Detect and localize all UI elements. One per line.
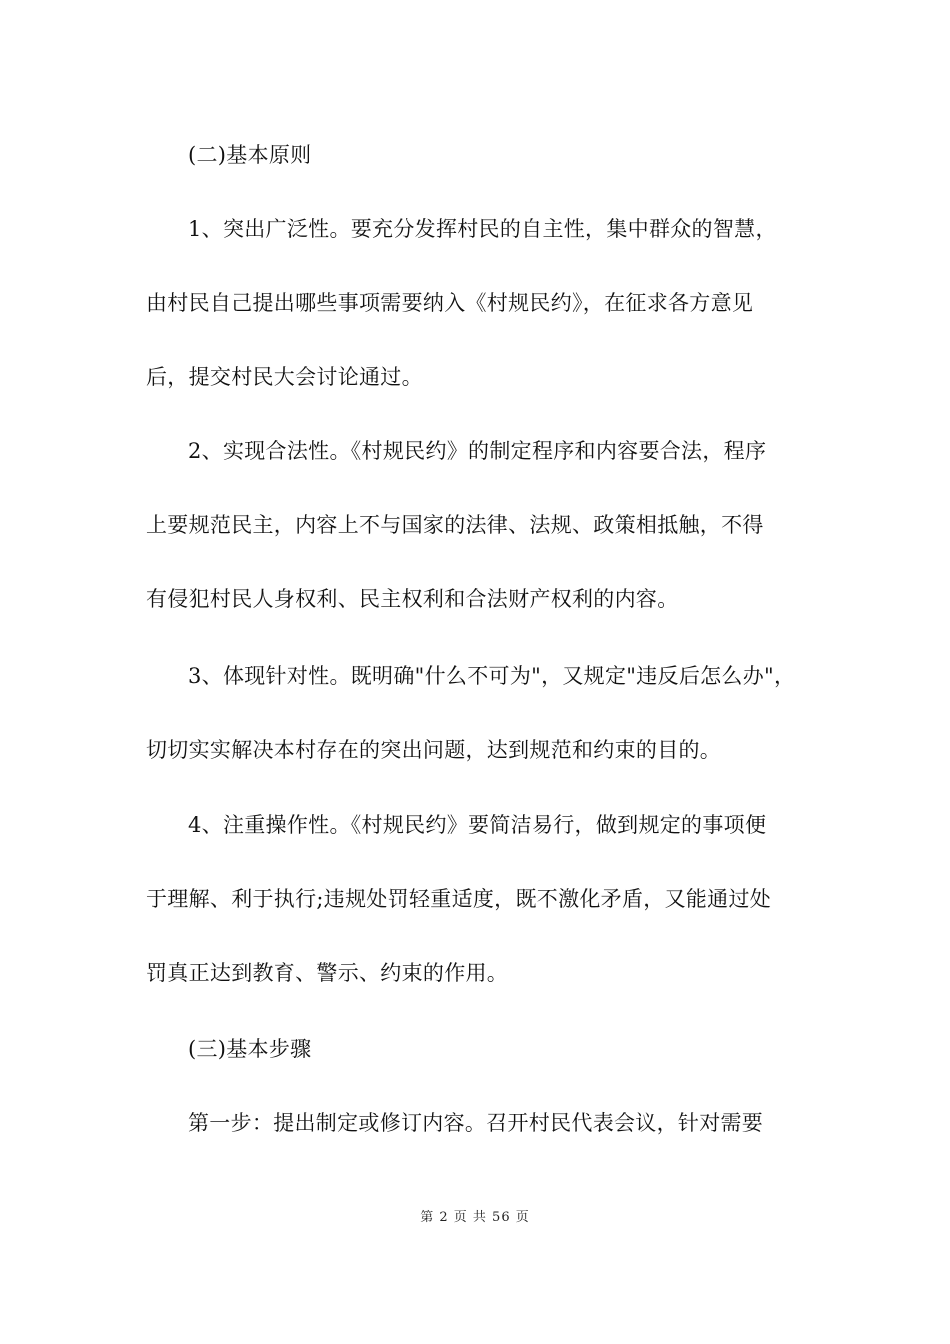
paragraph-line: 于理解、利于执行;违规处罚轻重适度，既不激化矛盾，又能通过处	[146, 887, 772, 911]
section-heading-basic-steps: (三)基本步骤	[188, 1037, 312, 1061]
paragraph-line: 上要规范民主，内容上不与国家的法律、法规、政策相抵触，不得	[146, 513, 764, 537]
paragraph-line: 第一步：提出制定或修订内容。召开村民代表会议，针对需要	[188, 1111, 764, 1135]
paragraph-line: 3、体现针对性。既明确"什么不可为"，又规定"违反后怎么办"，	[188, 664, 796, 688]
paragraph-line: 有侵犯村民人身权利、民主权利和合法财产权利的内容。	[146, 587, 679, 611]
paragraph-line: 4、注重操作性。《村规民约》要简洁易行，做到规定的事项便	[188, 813, 767, 837]
paragraph-line: 后，提交村民大会讨论通过。	[146, 365, 423, 389]
section-heading-basic-principles: (二)基本原则	[188, 143, 312, 167]
paragraph-line: 1、突出广泛性。要充分发挥村民的自主性，集中群众的智慧，	[188, 217, 777, 241]
paragraph-line: 切切实实解决本村存在的突出问题，达到规范和约束的目的。	[146, 738, 722, 762]
paragraph-line: 罚真正达到教育、警示、约束的作用。	[146, 961, 509, 985]
page-number-footer: 第 2 页 共 56 页	[420, 1210, 530, 1225]
paragraph-line: 2、实现合法性。《村规民约》的制定程序和内容要合法，程序	[188, 439, 767, 463]
paragraph-line: 由村民自己提出哪些事项需要纳入《村规民约》，在征求各方意见	[146, 291, 754, 315]
